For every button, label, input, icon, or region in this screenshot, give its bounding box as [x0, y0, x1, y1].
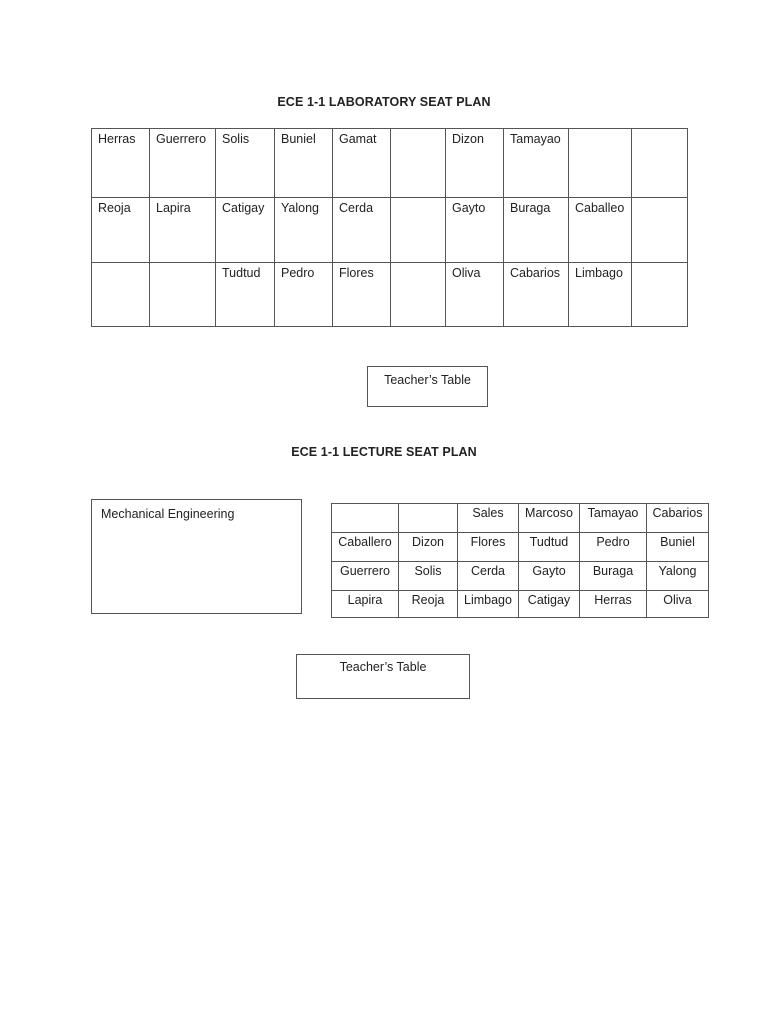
lab-seat — [150, 263, 216, 327]
lec-seat: Flores — [458, 533, 519, 562]
lec-seat: Guerrero — [332, 562, 399, 591]
lab-seat: Catigay — [216, 198, 275, 263]
lab-seat: Cerda — [333, 198, 391, 263]
lab-seat: Buraga — [504, 198, 569, 263]
lec-seat: Catigay — [519, 591, 580, 618]
lec-seat: Cabarios — [647, 504, 709, 533]
lab-seat: Limbago — [569, 263, 632, 327]
lab-seat: Dizon — [446, 129, 504, 198]
lab-seat: Tudtud — [216, 263, 275, 327]
lab-seat: Gayto — [446, 198, 504, 263]
lec-seat — [332, 504, 399, 533]
lec-seat: Limbago — [458, 591, 519, 618]
laboratory-seat-plan-title: ECE 1-1 LABORATORY SEAT PLAN — [277, 95, 491, 109]
lab-seat — [632, 129, 688, 198]
lab-seat — [632, 263, 688, 327]
lec-seat: Buniel — [647, 533, 709, 562]
lec-row-2 — [332, 533, 709, 562]
lab-seat: Tamayao — [504, 129, 569, 198]
lab-seat — [632, 198, 688, 263]
lec-seat: Herras — [580, 591, 647, 618]
lec-row-1 — [332, 504, 709, 533]
lec-seat: Sales — [458, 504, 519, 533]
lab-seat: Oliva — [446, 263, 504, 327]
lecture-teacher-table: Teacher’s Table — [296, 654, 470, 699]
lab-row-2 — [92, 198, 688, 263]
lab-seat — [391, 198, 446, 263]
lab-row-1 — [92, 129, 688, 198]
lecture-seat-plan-title: ECE 1-1 LECTURE SEAT PLAN — [291, 445, 477, 459]
lec-row-4 — [332, 591, 709, 618]
lab-seat: Herras — [92, 129, 150, 198]
lec-seat: Reoja — [399, 591, 458, 618]
lec-seat: Lapira — [332, 591, 399, 618]
lab-teacher-table: Teacher’s Table — [367, 366, 488, 407]
lab-seat: Guerrero — [150, 129, 216, 198]
department-box: Mechanical Engineering — [91, 499, 302, 614]
lab-seat: Caballeo — [569, 198, 632, 263]
lab-seat — [391, 263, 446, 327]
lab-seat — [92, 263, 150, 327]
lecture-seat-table — [331, 503, 709, 618]
lab-seat: Yalong — [275, 198, 333, 263]
lec-seat: Cerda — [458, 562, 519, 591]
lec-seat: Buraga — [580, 562, 647, 591]
lec-seat: Caballero — [332, 533, 399, 562]
lec-seat: Pedro — [580, 533, 647, 562]
lec-seat — [399, 504, 458, 533]
lab-seat — [569, 129, 632, 198]
lec-seat: Marcoso — [519, 504, 580, 533]
lec-seat: Tamayao — [580, 504, 647, 533]
laboratory-seat-table — [91, 128, 688, 327]
lec-seat: Oliva — [647, 591, 709, 618]
lec-seat: Tudtud — [519, 533, 580, 562]
lab-row-3 — [92, 263, 688, 327]
lec-seat: Solis — [399, 562, 458, 591]
lab-seat: Solis — [216, 129, 275, 198]
lec-seat: Yalong — [647, 562, 709, 591]
lab-seat: Reoja — [92, 198, 150, 263]
lab-seat: Buniel — [275, 129, 333, 198]
lab-seat: Gamat — [333, 129, 391, 198]
lec-seat: Gayto — [519, 562, 580, 591]
lab-seat — [391, 129, 446, 198]
lec-row-3 — [332, 562, 709, 591]
lab-seat: Lapira — [150, 198, 216, 263]
lab-seat: Flores — [333, 263, 391, 327]
lab-seat: Cabarios — [504, 263, 569, 327]
lab-seat: Pedro — [275, 263, 333, 327]
lec-seat: Dizon — [399, 533, 458, 562]
